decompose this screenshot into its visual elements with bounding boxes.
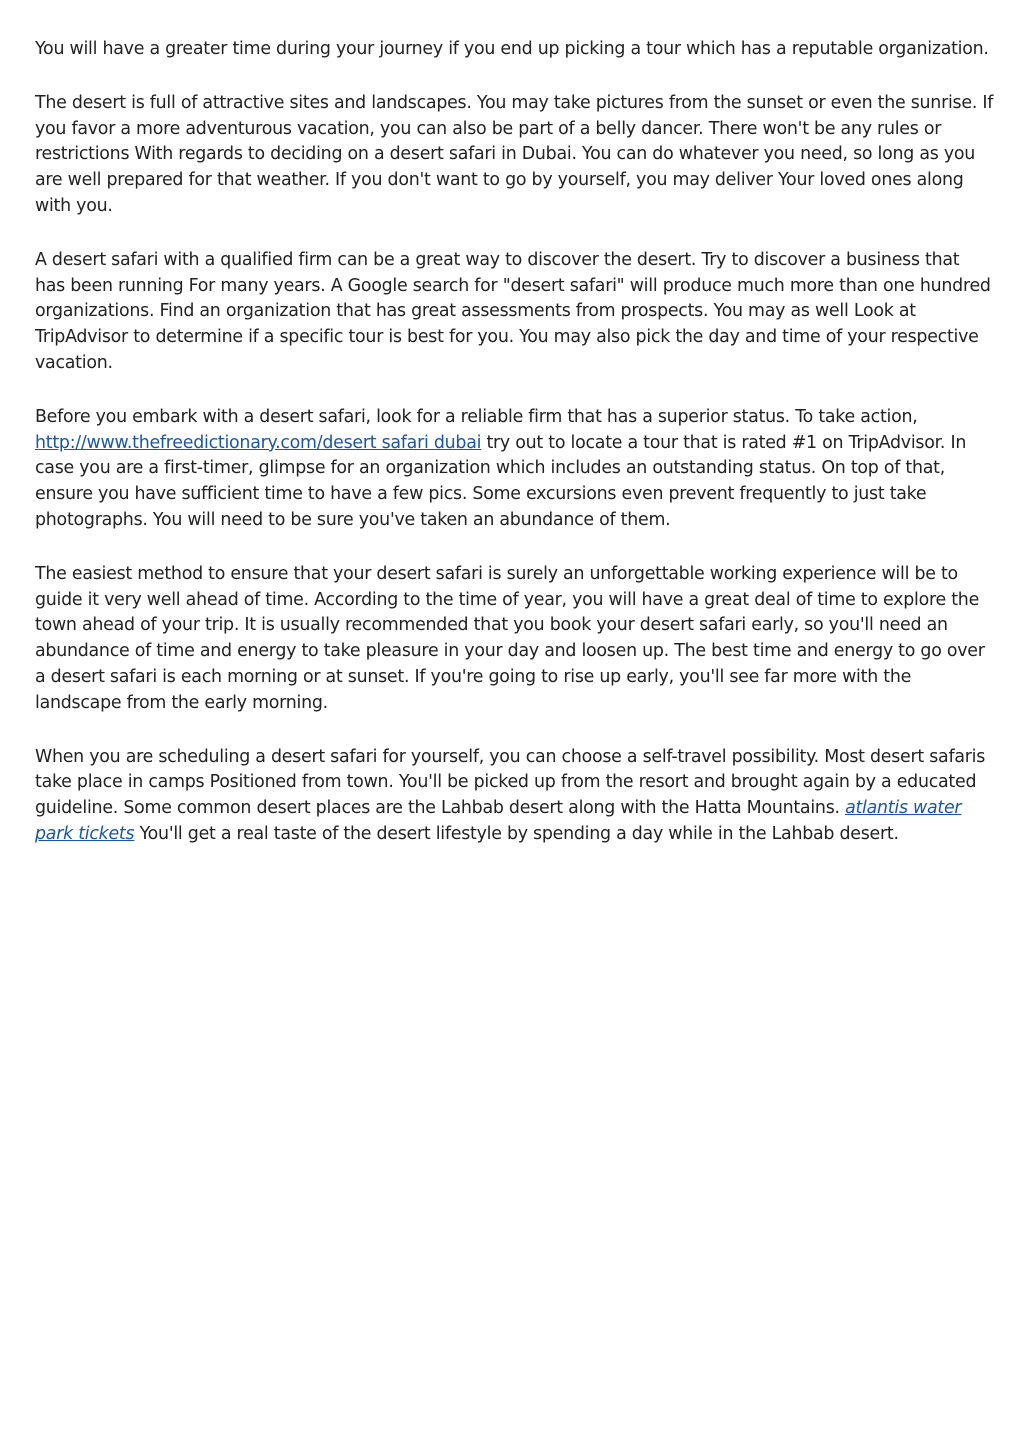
paragraph-4-text-after: try out to locate a tour that is rated #1 on TripAdvisor. In case you are a first-timer, glimpse for an organization which includes an outstanding status. On top of that, ensure you have sufficient time to have a few pics. Some excursions even prevent frequently to just take photographs. You will need to be sure you've taken an abundance of them.	[35, 432, 967, 530]
atlantis-water-park-link[interactable]: atlantis water park tickets	[35, 798, 962, 844]
paragraph-1: You will have a greater time during your journey if you end up picking a tour which has a reputable organization.	[35, 39, 989, 59]
paragraph-6	[35, 745, 994, 848]
paragraph-4	[35, 405, 994, 534]
thefreedictionary-link[interactable]: http://www.thefreedictionary.com/desert safari dubai	[35, 432, 482, 453]
paragraph-6-text-after: You'll get a real taste of the desert lifestyle by spending a day while in the Lahbab desert.	[134, 823, 899, 844]
paragraph-4-text-before: Before you embark with a desert safari, look for a reliable firm that has a superior status. To take action,	[35, 406, 918, 427]
paragraph-6-text-before: When you are scheduling a desert safari for yourself, you can choose a self-travel possibility. Most desert safaris take place in camps Positioned from town. You'll be picked up from the resort and brought again by a educated guideline. Some common desert places are the Lahbab desert along with the Hatta Mountains.	[35, 746, 986, 819]
paragraph-2: The desert is full of attractive sites and landscapes. You may take pictures from the sunset or even the sunrise. If you favor a more adventurous vacation, you can also be part of a belly dancer. There won't be any rules or restrictions With regards to deciding on a desert safari in Dubai. You can do whatever you need, so long as you are well prepared for that weather. If you don't want to go by yourself, you may deliver Your loved ones along with you.	[35, 92, 994, 216]
paragraph-5: The easiest method to ensure that your desert safari is surely an unforgettable working experience will be to guide it very well ahead of time. According to the time of year, you will have a great deal of time to explore the town ahead of your trip. It is usually recommended that you book your desert safari early, so you'll need an abundance of time and energy to take pleasure in your day and loosen up. The best time and energy to go over a desert safari is each morning or at sunset. If you're going to rise up early, you'll see far more with the landscape from the early morning.	[35, 563, 985, 713]
paragraph-3: A desert safari with a qualified firm can be a great way to discover the desert. Try to discover a business that has been running For many years. A Google search for "desert safari" will produce much more than one hundred organizations. Find an organization that has great assessments from prospects. You may as well Look at TripAdvisor to determine if a specific tour is best for you. You may also pick the day and time of your respective vacation.	[35, 249, 991, 373]
